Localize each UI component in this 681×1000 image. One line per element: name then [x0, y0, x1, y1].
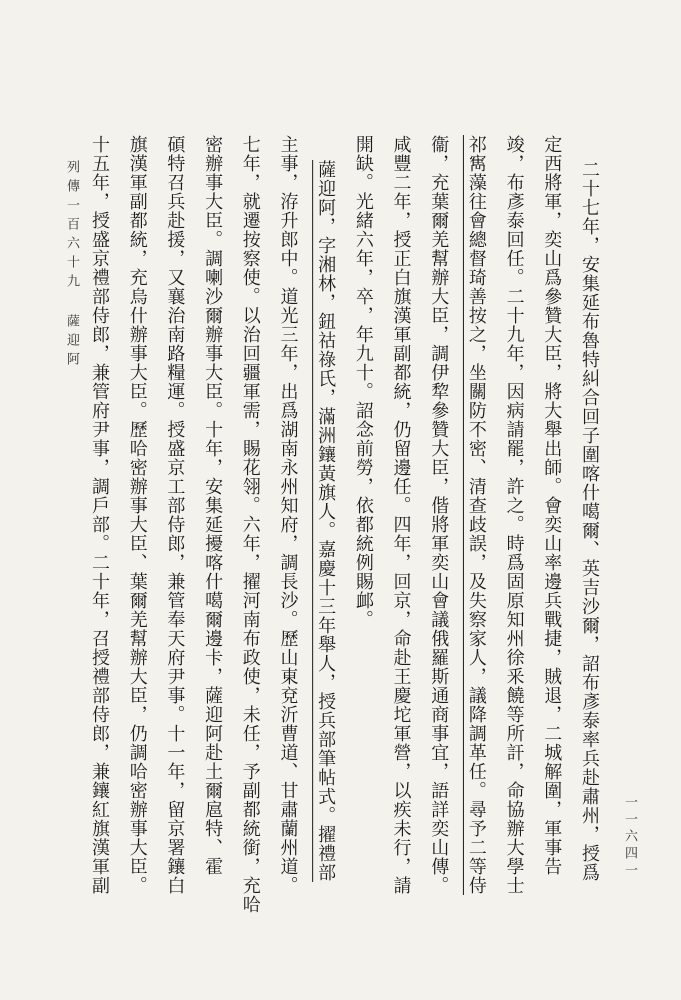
text-column-8: 薩迎阿，字湘林，鈕祜祿氏，滿洲鑲黃旗人。嘉慶十三年舉人，授兵部筆帖式。擢禮部: [315, 160, 337, 882]
text-column-7: 開缺。光緒六年，卒，年九十。詔念前勞，依都統例賜䘏。: [352, 135, 374, 629]
text-column-2: 定西將軍，奕山爲參贊大臣，將大舉出師。會奕山率邊兵戰捷，賊退，二城解圍，軍事告: [541, 135, 563, 876]
text-column-4: 祁寯藻往會總督琦善按之，坐關防不密、清查歧誤，及失察家人，議降調革任。尋予二等侍: [465, 135, 487, 895]
text-column-11: 密辦事大臣。調喇沙爾辦事大臣。十年，安集延擾喀什噶爾邊卡，薩迎阿赴土爾扈特、霍: [202, 135, 224, 876]
running-head: [62, 160, 81, 371]
text-column-5: 衞，充葉爾羌幫辦大臣，調伊犂參贊大臣，偕將軍奕山會議俄羅斯通商事宜，語詳奕山傳。: [428, 135, 450, 895]
page-number: 一一六四一: [622, 795, 637, 880]
text-column-1: 二十七年，安集延布魯特糾合回子圍喀什噶爾、英吉沙爾，詔布彥泰率兵赴肅州，授爲: [579, 160, 600, 882]
running-head-volume: 列傳一百六十九: [64, 160, 79, 293]
text-column-6: 咸豐二年，授正白旗漢軍副都統，仍留邊任。四年，回京，命赴王慶坨軍營，以疾未行，請: [390, 135, 412, 895]
running-head-subject: 薩迎阿: [64, 314, 79, 371]
text-column-3: 竣，布彥泰回任。二十九年，因病請罷，許之。時爲固原知州徐釆饒等所訐，命協辦大學士: [503, 135, 525, 895]
text-column-12: 碩特召兵赴援，又襄治南路糧運。授盛京工部侍郎，兼管奉天府尹事。十一年，留京署鑲白: [164, 135, 186, 895]
text-column-10: 七年，就遷按察使。以治回疆軍需，賜花翎。六年，擢河南布政使，未任，予副都統銜，充哈: [239, 135, 261, 914]
text-column-14: 十五年，授盛京禮部侍郎，兼管府尹事，調戶部。二十年，召授禮部侍郎，兼鑲紅旗漢軍副: [89, 135, 110, 895]
text-column-13: 旗漢軍副都統，充烏什辦事大臣。歷哈密辦事大臣、葉爾羌幫辦大臣，仍調哈密辦事大臣。: [126, 135, 148, 895]
text-column-9: 主事，洊升郎中。道光三年，出爲湖南永州知府，調長沙。歷山東兗沂曹道、甘肅蘭州道。: [277, 135, 299, 895]
